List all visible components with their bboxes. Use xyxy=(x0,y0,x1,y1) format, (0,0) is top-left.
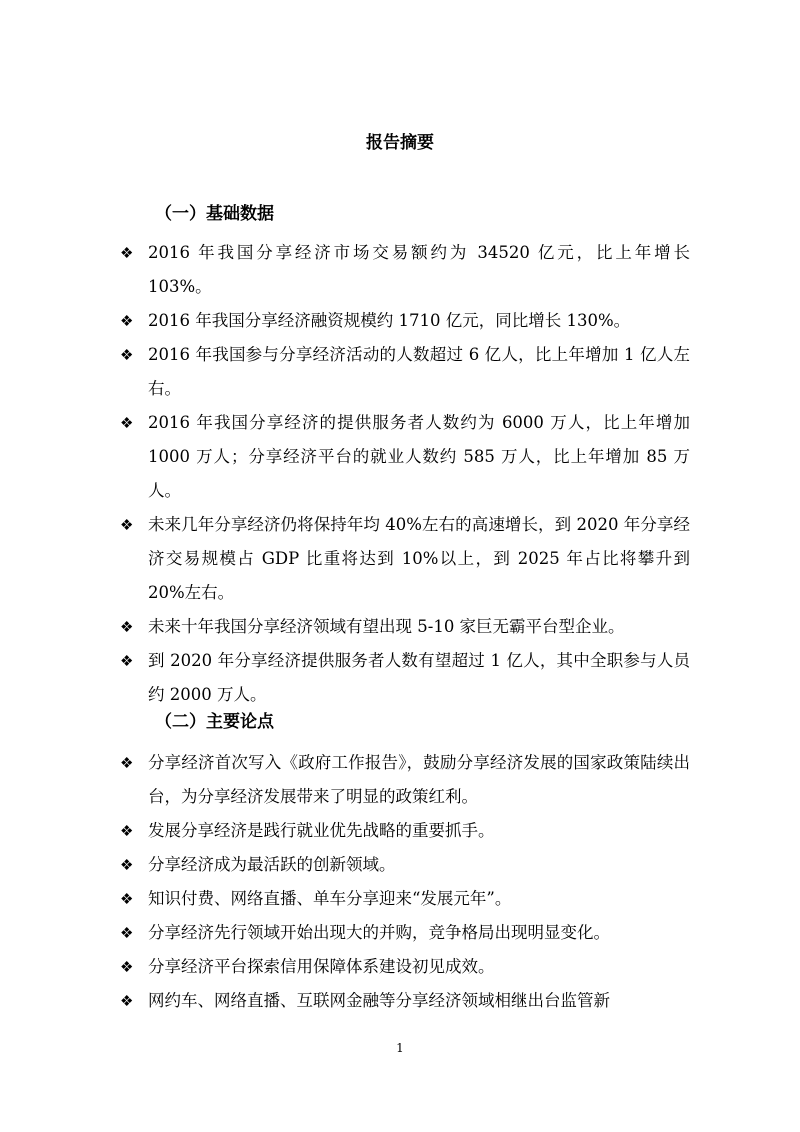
diamond-bullet-icon: ❖ xyxy=(120,652,134,670)
list-item xyxy=(120,236,690,304)
list-item-text: 分享经济平台探索信用保障体系建设初见成效。 xyxy=(148,957,495,976)
basic-data-list xyxy=(120,236,690,712)
diamond-bullet-icon: ❖ xyxy=(120,822,134,840)
list-item xyxy=(120,644,690,712)
list-item-text: 2016 年我国分享经济市场交易额约为 34520 亿元，比上年增长 103%。 xyxy=(148,243,690,296)
diamond-bullet-icon: ❖ xyxy=(120,618,134,636)
diamond-bullet-icon: ❖ xyxy=(120,754,134,772)
list-item-text: 知识付费、网络直播、单车分享迎来“发展元年”。 xyxy=(148,889,512,908)
diamond-bullet-icon: ❖ xyxy=(120,992,134,1010)
diamond-bullet-icon: ❖ xyxy=(120,312,134,330)
list-item-text: 2016 年我国分享经济的提供服务者人数约为 6000 万人，比上年增加 1000 万人；分享经济平台的就业人数约 585 万人，比上年增加 85 万人。 xyxy=(148,413,690,500)
list-item xyxy=(120,406,690,508)
diamond-bullet-icon: ❖ xyxy=(120,414,134,432)
list-item xyxy=(120,916,690,950)
list-item-text: 网约车、网络直播、互联网金融等分享经济领域相继出台监管新 xyxy=(148,991,610,1010)
document-title: 报告摘要 xyxy=(366,133,434,153)
list-item-text: 发展分享经济是践行就业优先战略的重要抓手。 xyxy=(148,821,495,840)
list-item xyxy=(120,950,690,984)
list-item xyxy=(120,882,690,916)
diamond-bullet-icon: ❖ xyxy=(120,516,134,534)
diamond-bullet-icon: ❖ xyxy=(120,958,134,976)
list-item-text: 分享经济先行领域开始出现大的并购，竞争格局出现明显变化。 xyxy=(148,923,610,942)
list-item xyxy=(120,984,690,1018)
list-item xyxy=(120,610,690,644)
section-heading-main-points: （二）主要论点 xyxy=(155,712,274,732)
list-item-text: 分享经济成为最活跃的创新领域。 xyxy=(148,855,396,874)
diamond-bullet-icon: ❖ xyxy=(120,856,134,874)
section-heading-basic-data: （一）基础数据 xyxy=(155,204,274,224)
diamond-bullet-icon: ❖ xyxy=(120,346,134,364)
list-item xyxy=(120,338,690,406)
main-points-list xyxy=(120,746,690,1018)
list-item xyxy=(120,848,690,882)
diamond-bullet-icon: ❖ xyxy=(120,890,134,908)
list-item xyxy=(120,508,690,610)
list-item-text: 到 2020 年分享经济提供服务者人数有望超过 1 亿人，其中全职参与人员约 2000 万人。 xyxy=(148,651,690,704)
list-item xyxy=(120,814,690,848)
list-item-text: 2016 年我国参与分享经济活动的人数超过 6 亿人，比上年增加 1 亿人左右。 xyxy=(148,345,690,398)
list-item-text: 2016 年我国分享经济融资规模约 1710 亿元，同比增长 130%。 xyxy=(148,311,631,330)
page-number: 1 xyxy=(396,1041,404,1055)
diamond-bullet-icon: ❖ xyxy=(120,244,134,262)
list-item xyxy=(120,304,690,338)
list-item xyxy=(120,746,690,814)
diamond-bullet-icon: ❖ xyxy=(120,924,134,942)
list-item-text: 分享经济首次写入《政府工作报告》，鼓励分享经济发展的国家政策陆续出台，为分享经济发展带来了明显的政策红利。 xyxy=(148,753,690,806)
list-item-text: 未来十年我国分享经济领域有望出现 5-10 家巨无霸平台型企业。 xyxy=(148,617,625,636)
list-item-text: 未来几年分享经济仍将保持年均 40%左右的高速增长，到 2020 年分享经济交易规模占 GDP 比重将达到 10%以上，到 2025 年占比将攀升到 20%左右。 xyxy=(148,515,690,602)
